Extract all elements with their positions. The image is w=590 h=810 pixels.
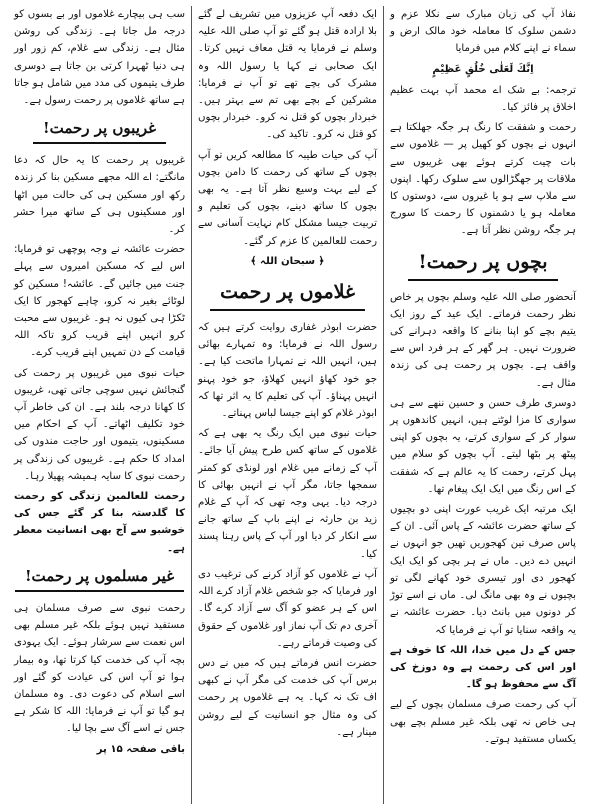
heading-nonmuslim: غیر مسلموں پر رحمت! — [15, 565, 184, 592]
heading-children: بچوں پر رحمت! — [408, 248, 557, 281]
heading-slaves: غلاموں پر رحمت — [210, 278, 365, 311]
paragraph-poor-1: غریبوں پر رحمت کا یہ حال کہ دعا مانگتے: اے اللہ مجھے مسکین بنا کر زندہ رکھ اور مسکین ہی کی حالت میں اٹھا اور مسکینوں ہی کے ساتھ میرا حشر کر۔ — [14, 155, 185, 236]
paragraph-slaves-1: حضرت ابوذر غفاری روایت کرتے ہیں کہ رسول اللہ نے فرمایا: وہ تمہارے بھائی ہیں، انہیں اللہ نے تمہارا ماتحت کیا ہے۔ جو خود کھاؤ انہیں کھلاؤ، جو خود پہنو انہیں پہناؤ۔ آپ کی تعلیم کا یہ اثر تھا کہ ابوذر غلام کو اپنے جیسا لباس پہناتے۔ — [198, 322, 377, 420]
paragraph-mercy: رحمت و شفقت کا رنگ ہر جگہ جھلکتا ہے انہوں نے بچوں کو کھیل پر — غلاموں سے بات چیت کرتے ہوئے بھی غریبوں سے ملاقات پر جھگڑالوں سے سلوک رکھا۔ اپنوں سے ملاپ سے ہو یا غیروں سے، دوستوں کا معاملہ ہو یا دشمنوں کا رحمت کا سورج ہر جگہ روشن نظر آتا ہے۔ — [390, 122, 576, 237]
quote-translation: ترجمہ: بے شک اے محمد آپ بہت عظیم اخلاق پر فائز کیا۔ — [390, 84, 576, 114]
paragraph-mid-2: آپ کی حیات طیبہ کا مطالعہ کریں تو آپ بچوں کے ساتھ کی رحمت کا دامن بچوں کے لیے بہت وسیع نظر آتا ہے۔ یہ بھی بچوں کا ساتھ دینے، بچوں کی تعلیم و تربیت جیسا مشکل کام نہایت آسانی سے رحمت للعالمین کا عزم کر گئے۔ — [198, 149, 377, 247]
continued-note: باقی صفحہ ۱۵ پر — [96, 743, 185, 755]
paragraph-intro: نفاذ آپ کی زبان مبارک سے نکلا عزم و دشمن سلوک کا معاملہ خود مالک ارض و سماء نے اپنے کلام میں فرمایا — [390, 9, 576, 55]
heading-poor: غریبوں پر رحمت! — [33, 117, 166, 144]
paragraph-poor-4: رحمت للعالمین زندگی کو رحمت کا گلدستہ بنا کر گئے جس کی خوشبو سے آج بھی انسانیت معطر ہے۔ — [14, 491, 185, 554]
paragraph-children-3: ایک مرتبہ ایک غریب عورت اپنی دو بچیوں کے ساتھ حضرت عائشہ کے پاس آئی۔ ان کے پاس صرف تین کھجوریں تھیں جو انہوں نے انہیں دے دیں۔ ماں نے ہر بچی کو ایک ایک کھجور دی اور تیسری خود کھانے لگی تو بچیوں نے وہ بھی مانگ لی۔ ماں نے اسے توڑ کر دونوں میں بانٹ دیا۔ حضرت عائشہ نے یہ واقعہ سنایا تو آپ نے فرمایا کہ — [390, 504, 576, 636]
paragraph-nonmuslim-1: رحمت نبوی سے صرف مسلمان ہی مستفید نہیں ہوئے بلکہ غیر مسلم بھی اس نعمت سے سرشار ہوئے۔ ایک یہودی بچہ آپ کی خدمت کیا کرتا تھا، وہ بیمار ہوا تو آپ اس کی عیادت کو گئے اور اسے اسلام کی دعوت دی۔ وہ مسلمان ہو گیا تو آپ نے فرمایا: اللہ کا شکر ہے جس نے اسے آگ سے بچا لیا۔ — [14, 602, 185, 735]
paragraph-slaves-4: حضرت انس فرماتے ہیں کہ میں نے دس برس آپ کی خدمت کی مگر آپ نے کبھی اف تک نہ کہا۔ یہ ہے غلاموں پر رحمت کی وہ مثال جو انسانیت کے لیے روشن مینار ہے۔ — [198, 657, 377, 738]
heading-poor-wrap — [14, 117, 185, 144]
paragraph-children-5: آپ کی رحمت صرف مسلمان بچوں کے لیے ہی خاص نہ تھی بلکہ غیر مسلم بچے بھی یکساں مستفید ہوتے۔ — [390, 699, 576, 745]
column-right — [384, 6, 582, 804]
subhanallah-line: ﴿ سبحان اللہ ﴾ — [250, 255, 325, 267]
column-middle — [192, 6, 384, 804]
heading-nonmuslim-wrap — [14, 565, 185, 592]
column-left — [8, 6, 192, 804]
paragraph-children-1: آنحضور صلی اللہ علیہ وسلم بچوں پر خاص نظر رحمت فرماتے۔ ایک عید کے روز ایک یتیم بچے کو اپنا بنانے کا واقعہ دہرانے کی ضرورت نہیں۔ ہر گھر کے ہر فرد اس سے واقف ہے۔ بچوں پر رحمت ہی کی زندہ مثال ہے۔ — [390, 291, 576, 389]
quran-quote: اِنَّكَ لَعَلٰى خُلُقٍ عَظِيْمٍ — [432, 63, 534, 75]
paragraph-children-2: دوسری طرف حسن و حسین ننھے سے ہی سواری کا مزا لوٹتے ہیں، انہیں کاندھوں پر سوار کر کے سواری کرتے، یہ بچوں کو اپنی پیٹھ پر بٹھا لیتے۔ آپ بچوں کو سلام میں پہل کرتے، رحمت کا یہ عالم ہے کہ شفقت کے اس رنگ میں ایک ایک پیغام تھا۔ — [390, 397, 576, 495]
paragraph-mid-1: ایک دفعہ آپ عزیزوں میں تشریف لے گئے بلا ارادہ قتل ہو گئے تو آپ صلی اللہ علیہ وسلم نے فرمایا یہ قتل معاف نہیں کرتا۔ ایک صحابی نے کہا یا رسول اللہ وہ مشرک کی بچے تھے تو آپ نے فرمایا: مشرکین کے بچے بھی تم سے بہتر ہیں۔ خبردار بچوں کو قتل نہ کرو۔ خبردار بچوں کو قتل نہ کرو۔ تاکید کی۔ — [198, 9, 377, 141]
heading-slaves-wrap — [198, 278, 377, 311]
paragraph-children-4: جس کے دل میں خدا، اللہ کا خوف ہے اور اس کی رحمت ہے وہ دوزخ کی آگ سے محفوظ ہو گا۔ — [390, 644, 576, 691]
paragraph-slaves-2: حیات نبوی میں ایک رنگ یہ بھی ہے کہ غلاموں کے ساتھ کس طرح پیش آیا جائے۔ آپ کے زمانے میں غلام اور لونڈی کو کمتر سمجھا جاتا، مگر آپ نے انہیں بھائی کا درجہ دیا۔ یہی وجہ تھی کہ آپ کے غلام زید بن حارثہ نے اپنے باپ کے ساتھ جانے سے انکار کر دیا اور آپ کے پاس رہنا پسند کیا۔ — [198, 428, 377, 560]
paragraph-poor-3: حیات نبوی میں غریبوں پر رحمت کی گنجائش نہیں سوچی جاتی تھی، غریبوں کا کھانا درجہ بلند ہے۔ ان کی خاطر آپ خود تکلیف اٹھاتے۔ آپ کے احکام میں مسکینوں، یتیموں اور حاجت مندوں کی امداد کا حکم ہے۔ غریبوں کی زندگی پر رحمت نبوی کا سایہ ہمیشہ پھیلا رہا۔ — [14, 367, 185, 482]
paragraph-slaves-3: آپ نے غلاموں کو آزاد کرنے کی ترغیب دی اور فرمایا کہ جو شخص غلام آزاد کرے اللہ اس کے ہر عضو کو آگ سے آزاد کرے گا۔ آخری دم تک آپ نماز اور غلاموں کے حقوق کی وصیت فرماتے رہے۔ — [198, 568, 377, 649]
paragraph-poor-2: حضرت عائشہ نے وجہ پوچھی تو فرمایا: اس لیے کہ مسکین امیروں سے پہلے جنت میں جائیں گے۔ عائشہ! مسکین کو لوٹائے بغیر نہ کرو، چاہے کھجور کا ایک ٹکڑا ہی کیوں نہ ہو۔ غریبوں سے محبت کرو انہیں اپنے قریب کرو تاکہ اللہ قیامت کے دن تمہیں اپنے قریب کرے۔ — [14, 244, 185, 359]
paragraph-left-1: سب ہی بیچارے غلاموں اور بے بسوں کو درجہ مل جاتا ہے۔ زندگی کی روشن مثال ہے۔ زندگی سے غلام، کم زور اور ہی دنیا ٹھہرا کرتی بن جاتا ہے دوسری طرف یتیموں کی مدد میں شامل ہو جاتا ہے ساتھ غلاموں پر رحمت رسول ہے۔ — [14, 9, 185, 107]
heading-children-wrap — [390, 248, 576, 281]
